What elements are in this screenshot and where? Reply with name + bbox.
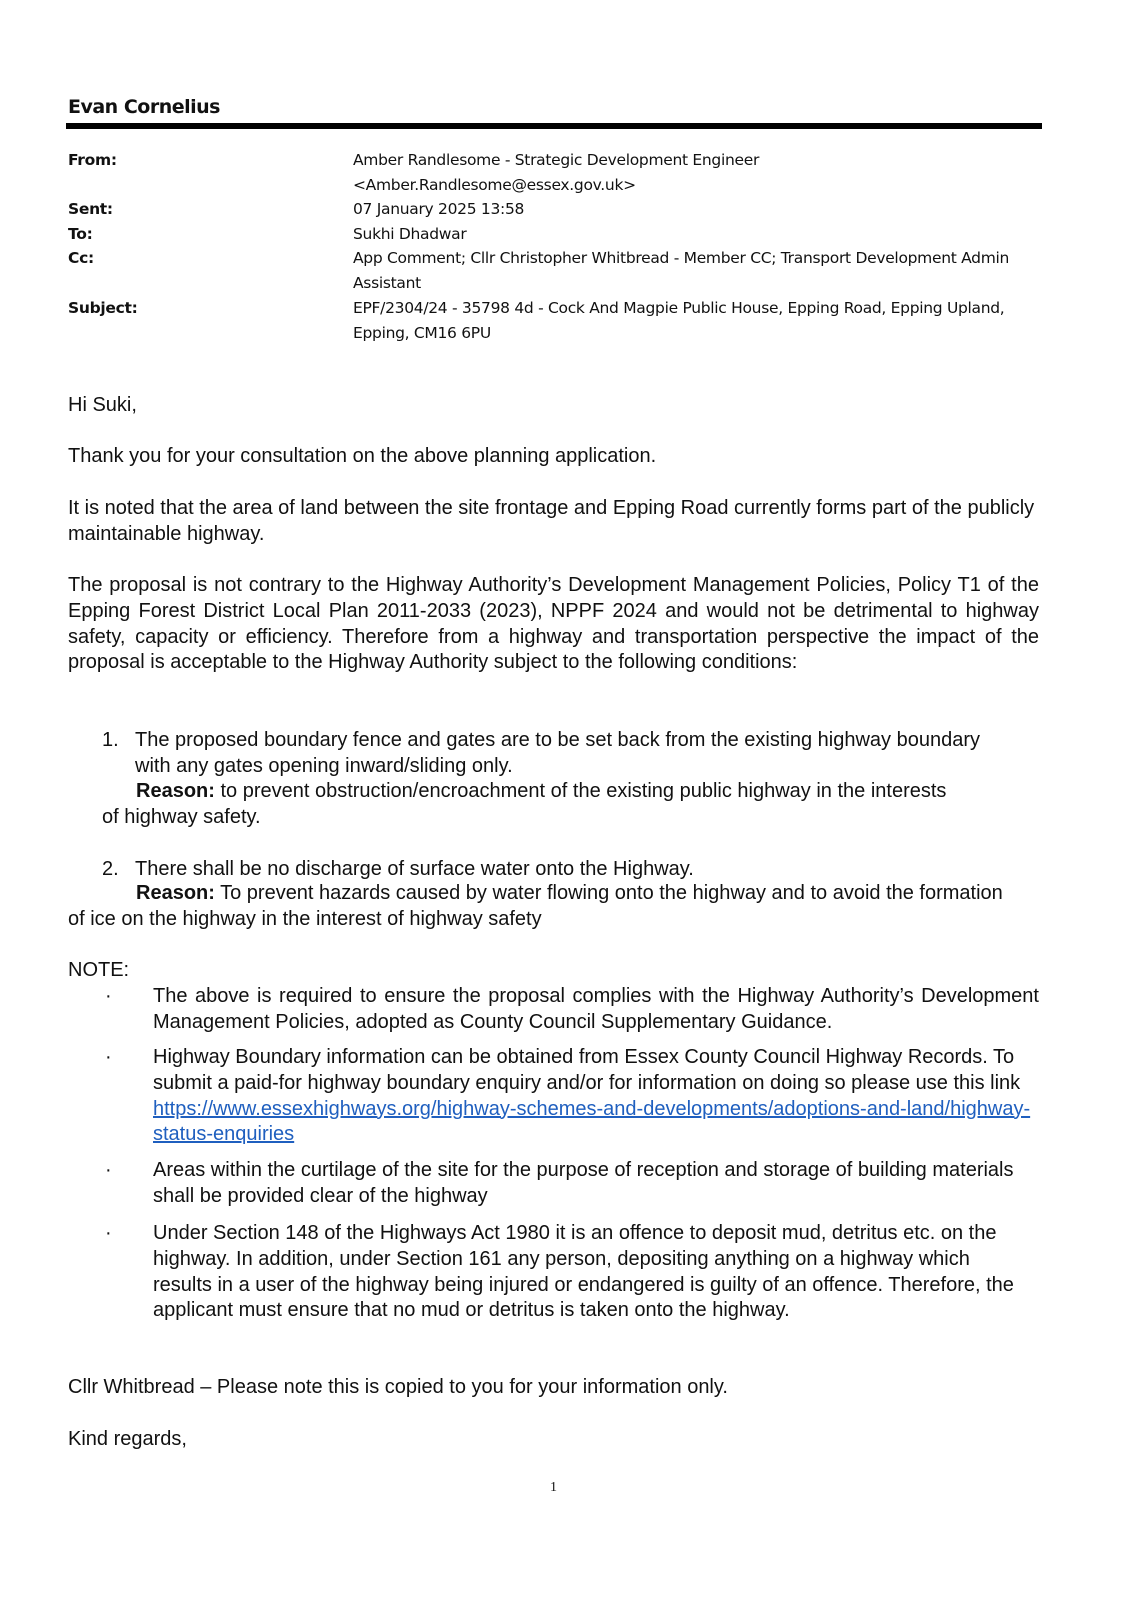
paragraph-3: The proposal is not contrary to the Highway Authority’s Development Management Policies, Policy T1 of the Epping Forest District Local Plan 2011-2033 (2023), NPPF 2024 and would not be detrimental to highway safety, capacity or efficiency. Therefore from a highway and transportation perspective the impact of the proposal is acceptable to the Highway Authority subject to the following conditions: [68,574,1039,674]
note-text: The above is required to ensure the proposal complies with the Highway Authority’s Development Management Policies, adopted as County Council Supplementary Guidance. [153,985,1039,1033]
note-item [105,1221,1033,1324]
page-number: 1 [550,1480,557,1495]
condition-text: There shall be no discharge of surface water onto the Highway. [135,858,694,880]
reason-text: to prevent obstruction/encroachment of the existing public highway in the interests of highway safety. [102,780,947,828]
condition-text: The proposed boundary fence and gates are to be set back from the existing highway boundary with any gates opening inward/sliding only. [135,729,980,777]
note-text: Under Section 148 of the Highways Act 1980 it is an offence to deposit mud, detritus etc. on the highway. In addition, under Section 161 any person, depositing anything on a highway which results in a user of the highway being injured or endangered is guilty of an offence. Therefore, the applicant must ensure that no mud or detritus is taken onto the highway. [153,1222,1014,1322]
to-label: To: [68,225,93,243]
subject-value: EPF/2304/24 - 35798 4d - Cock And Magpie Public House, Epping Road, Epping Upland, Epping, CM16 6PU [353,299,1005,342]
reason-text: To prevent hazards caused by water flowing onto the highway and to avoid the formation of ice on the highway in the interest of highway safety [68,882,1003,930]
note-text: Highway Boundary information can be obtained from Essex County Council Highway Records. To submit a paid-for highway boundary enquiry and/or for information on doing so please use this link [153,1046,1021,1094]
condition-2 [102,857,1015,883]
from-email: <Amber.Randlesome@essex.gov.uk> [353,175,636,194]
note-item [105,984,1039,1036]
greeting: Hi Suki, [68,394,137,416]
condition-1 [102,728,995,780]
paragraph-2: It is noted that the area of land between the site frontage and Epping Road currently forms part of the publicly maintainable highway. [68,497,1035,545]
note-text: Areas within the curtilage of the site for the purpose of reception and storage of building materials shall be provided clear of the highway [153,1159,1014,1207]
highway-status-link[interactable]: https://www.essexhighways.org/highway-schemes-and-developments/adoptions-and-land/highway-status-enquiries [153,1097,1031,1146]
paragraph-1: Thank you for your consultation on the above planning application. [68,445,657,467]
sent-label: Sent: [68,200,113,218]
sent-value: 07 January 2025 13:58 [353,200,525,218]
from-name: Amber Randlesome - Strategic Development Engineer [353,151,760,169]
from-value [353,148,1033,197]
cc-value: App Comment; Cllr Christopher Whitbread - Member CC; Transport Development Admin Assistant [353,249,1010,292]
header-divider [66,123,1042,129]
reason-label: Reason: [136,780,215,802]
note-item [105,1045,1033,1148]
bullet-icon: · [105,985,112,1007]
condition-number: 2. [102,858,119,880]
condition-1-reason [102,779,962,831]
reason-label: Reason: [136,882,215,904]
from-label: From: [68,151,117,169]
cc-label: Cc: [68,249,94,267]
cllr-note: Cllr Whitbread – Please note this is copied to you for your information only. [68,1376,728,1398]
note-item [105,1158,1033,1210]
condition-number: 1. [102,729,119,751]
condition-2-reason [68,881,1018,933]
to-value: Sukhi Dhadwar [353,225,467,243]
subject-label: Subject: [68,299,138,317]
bullet-icon: · [105,1222,112,1244]
sender-name: Evan Cornelius [68,96,220,118]
signoff: Kind regards, [68,1428,187,1450]
bullet-icon: · [105,1046,112,1068]
bullet-icon: · [105,1159,112,1181]
note-label: NOTE: [68,959,130,981]
